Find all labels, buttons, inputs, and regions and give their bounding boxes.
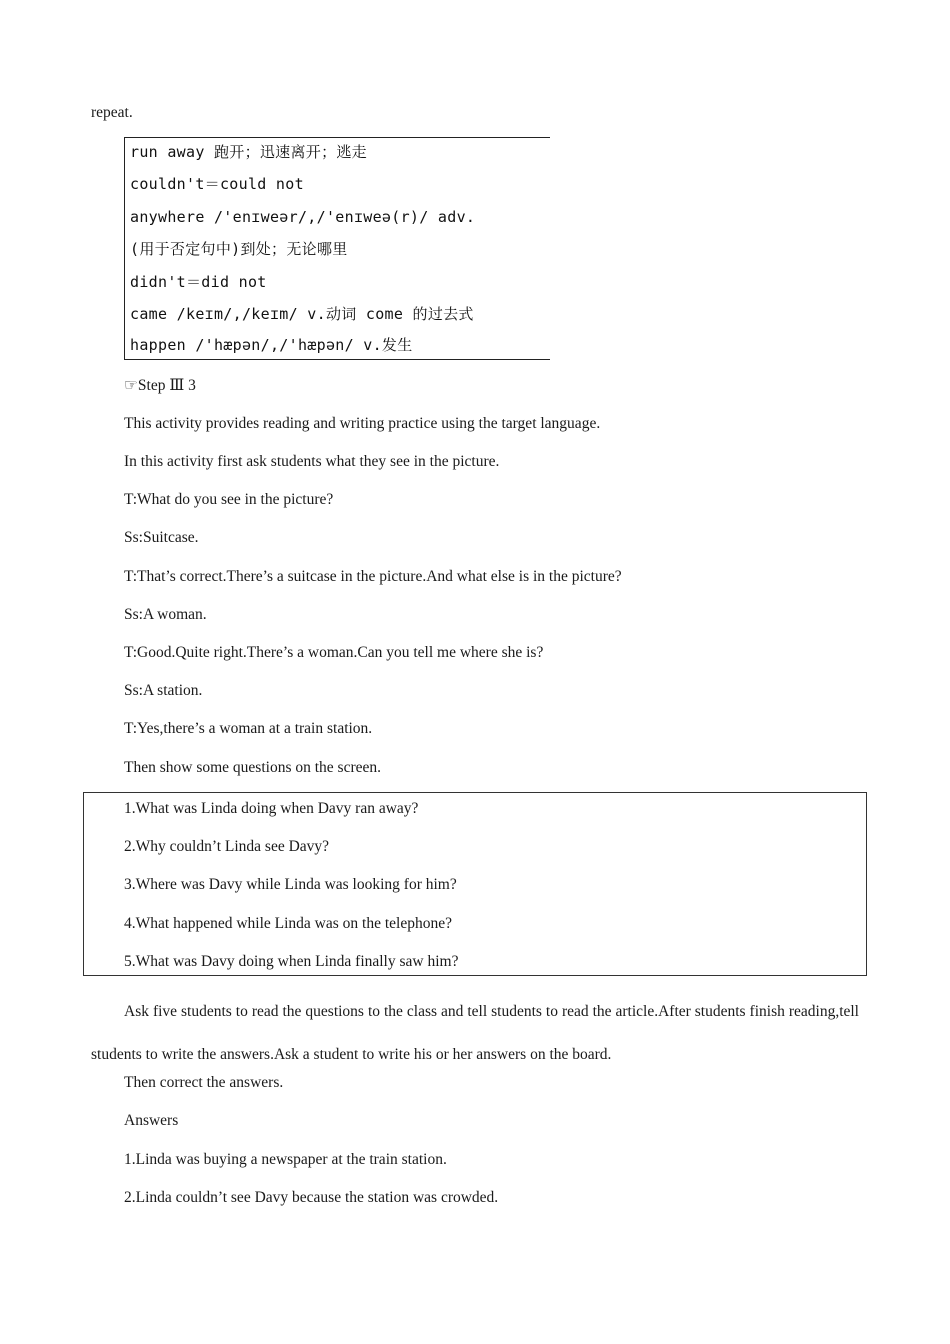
question-item: 5.What was Davy doing when Linda finally saw him? xyxy=(124,953,459,970)
body-line: T:That’s correct.There’s a suitcase in the picture.And what else is in the picture? xyxy=(124,568,622,585)
vocab-line: anywhere /'enɪweər/,/'enɪweə(r)/ adv. xyxy=(130,208,476,226)
question-item: 2.Why couldn’t Linda see Davy? xyxy=(124,838,330,855)
body-line: In this activity first ask students what they see in the picture. xyxy=(124,453,500,470)
vocab-line: couldn't＝could not xyxy=(130,175,304,193)
body-line: T:Good.Quite right.There’s a woman.Can you tell me where she is? xyxy=(124,644,544,661)
body-line: Then correct the answers. xyxy=(124,1074,284,1091)
body-line: Ss:A station. xyxy=(124,682,203,699)
question-item: 1.What was Linda doing when Davy ran away? xyxy=(124,800,419,817)
body-line: Ss:Suitcase. xyxy=(124,529,199,546)
vocabulary-box xyxy=(124,137,550,360)
body-line: Then show some questions on the screen. xyxy=(124,759,381,776)
vocab-line: run away 跑开；迅速离开；逃走 xyxy=(130,143,367,161)
body-line: This activity provides reading and writing practice using the target language. xyxy=(124,415,601,432)
intro-text: repeat. xyxy=(91,104,133,121)
body-line: Ss:A woman. xyxy=(124,606,207,623)
body-line: T:What do you see in the picture? xyxy=(124,491,334,508)
question-item: 4.What happened while Linda was on the telephone? xyxy=(124,915,452,932)
vocab-line: (用于否定句中)到处；无论哪里 xyxy=(130,240,348,258)
question-item: 3.Where was Davy while Linda was looking for him? xyxy=(124,876,457,893)
vocab-line: didn't＝did not xyxy=(130,273,267,291)
answer-item: 2.Linda couldn’t see Davy because the station was crowded. xyxy=(124,1189,499,1206)
vocab-line: happen /'hæpən/,/'hæpən/ v.发生 xyxy=(130,336,413,354)
answers-heading: Answers xyxy=(124,1112,179,1129)
step-heading: ☞Step Ⅲ 3 xyxy=(124,377,196,394)
instruction-paragraph: Ask five students to read the questions to the class and tell students to read the article.After students finish reading,tell students to write the answers.Ask a student to write his or her answers on the board. xyxy=(91,1003,859,1063)
answer-item: 1.Linda was buying a newspaper at the train station. xyxy=(124,1151,447,1168)
questions-box xyxy=(83,792,867,976)
body-line: T:Yes,there’s a woman at a train station. xyxy=(124,720,373,737)
vocab-line: came /keɪm/,/keɪm/ v.动词 come 的过去式 xyxy=(130,305,474,323)
